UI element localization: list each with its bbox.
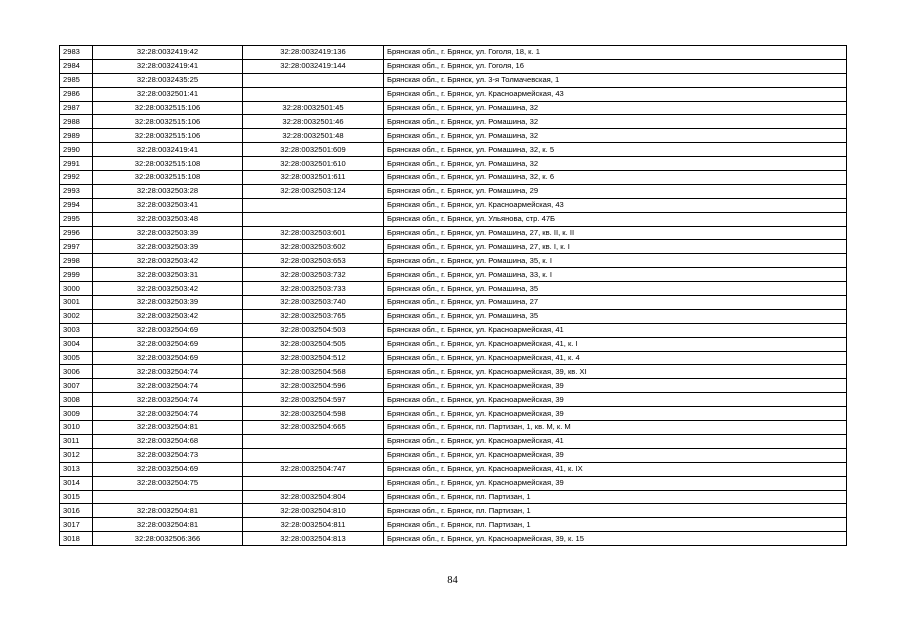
address-cell: Брянская обл., г. Брянск, ул. Красноармейская, 41, к. I	[384, 337, 847, 351]
address-cell: Брянская обл., г. Брянск, ул. Красноармейская, 41, к. 4	[384, 351, 847, 365]
cadastral-number-cell: 32:28:0032504:81	[93, 518, 243, 532]
cadastral-number-cell: 32:28:0032504:73	[93, 448, 243, 462]
row-number-cell: 2995	[60, 212, 93, 226]
row-number-cell: 3018	[60, 532, 93, 546]
cadastral-number-cell: 32:28:0032515:106	[93, 129, 243, 143]
row-number-cell: 2999	[60, 268, 93, 282]
cadastral-number-cell: 32:28:0032419:42	[93, 46, 243, 60]
address-cell: Брянская обл., г. Брянск, ул. Красноармейская, 41	[384, 323, 847, 337]
cadastral-number-cell: 32:28:0032504:81	[93, 421, 243, 435]
related-cadastral-number-cell: 32:28:0032503:733	[243, 282, 384, 296]
cadastral-number-cell: 32:28:0032504:74	[93, 407, 243, 421]
row-number-cell: 3005	[60, 351, 93, 365]
row-number-cell: 3003	[60, 323, 93, 337]
address-cell: Брянская обл., г. Брянск, пл. Партизан, 1	[384, 518, 847, 532]
related-cadastral-number-cell: 32:28:0032419:136	[243, 46, 384, 60]
related-cadastral-number-cell: 32:28:0032504:568	[243, 365, 384, 379]
address-cell: Брянская обл., г. Брянск, ул. Ромашина, 33, к. I	[384, 268, 847, 282]
table-row	[60, 226, 847, 240]
address-cell: Брянская обл., г. Брянск, ул. Красноармейская, 43	[384, 198, 847, 212]
table-row	[60, 59, 847, 73]
address-cell: Брянская обл., г. Брянск, ул. Красноармейская, 39	[384, 448, 847, 462]
related-cadastral-number-cell: 32:28:0032504:813	[243, 532, 384, 546]
row-number-cell: 3007	[60, 379, 93, 393]
related-cadastral-number-cell: 32:28:0032503:732	[243, 268, 384, 282]
row-number-cell: 3010	[60, 421, 93, 435]
row-number-cell: 3011	[60, 434, 93, 448]
table-row	[60, 240, 847, 254]
row-number-cell: 3001	[60, 296, 93, 310]
related-cadastral-number-cell: 32:28:0032503:601	[243, 226, 384, 240]
table-row	[60, 184, 847, 198]
related-cadastral-number-cell: 32:28:0032501:45	[243, 101, 384, 115]
address-cell: Брянская обл., г. Брянск, ул. Ромашина, 32	[384, 129, 847, 143]
cadastral-number-cell: 32:28:0032515:106	[93, 115, 243, 129]
related-cadastral-number-cell: 32:28:0032501:48	[243, 129, 384, 143]
address-cell: Брянская обл., г. Брянск, ул. Ромашина, 29	[384, 184, 847, 198]
address-cell: Брянская обл., г. Брянск, ул. Красноармейская, 39, к. 15	[384, 532, 847, 546]
table-row	[60, 407, 847, 421]
row-number-cell: 2998	[60, 254, 93, 268]
table-row	[60, 434, 847, 448]
row-number-cell: 3000	[60, 282, 93, 296]
row-number-cell: 3013	[60, 462, 93, 476]
cadastral-number-cell: 32:28:0032504:81	[93, 504, 243, 518]
table-row	[60, 46, 847, 60]
cadastral-number-cell: 32:28:0032504:69	[93, 351, 243, 365]
related-cadastral-number-cell	[243, 434, 384, 448]
address-cell: Брянская обл., г. Брянск, ул. Красноармейская, 39	[384, 476, 847, 490]
cadastral-number-cell: 32:28:0032504:74	[93, 365, 243, 379]
row-number-cell: 2997	[60, 240, 93, 254]
address-cell: Брянская обл., г. Брянск, ул. Красноармейская, 43	[384, 87, 847, 101]
table-row	[60, 365, 847, 379]
address-cell: Брянская обл., г. Брянск, ул. Ромашина, 32	[384, 115, 847, 129]
row-number-cell: 3017	[60, 518, 93, 532]
row-number-cell: 3016	[60, 504, 93, 518]
table-row	[60, 448, 847, 462]
cadastral-number-cell: 32:28:0032504:69	[93, 323, 243, 337]
row-number-cell: 3015	[60, 490, 93, 504]
row-number-cell: 3014	[60, 476, 93, 490]
related-cadastral-number-cell: 32:28:0032504:811	[243, 518, 384, 532]
address-cell: Брянская обл., г. Брянск, ул. Гоголя, 16	[384, 59, 847, 73]
cadastral-number-cell: 32:28:0032503:42	[93, 254, 243, 268]
row-number-cell: 2987	[60, 101, 93, 115]
row-number-cell: 2984	[60, 59, 93, 73]
row-number-cell: 3002	[60, 309, 93, 323]
row-number-cell: 3012	[60, 448, 93, 462]
cadastral-number-cell: 32:28:0032503:39	[93, 296, 243, 310]
address-cell: Брянская обл., г. Брянск, ул. 3-я Толмачевская, 1	[384, 73, 847, 87]
cadastral-number-cell: 32:28:0032503:42	[93, 309, 243, 323]
address-cell: Брянская обл., г. Брянск, ул. Красноармейская, 41, к. IX	[384, 462, 847, 476]
cadastral-number-cell: 32:28:0032504:69	[93, 462, 243, 476]
address-cell: Брянская обл., г. Брянск, ул. Ромашина, 32, к. 5	[384, 143, 847, 157]
related-cadastral-number-cell	[243, 73, 384, 87]
cadastral-number-cell: 32:28:0032503:39	[93, 226, 243, 240]
cadastral-number-cell: 32:28:0032501:41	[93, 87, 243, 101]
cadastral-number-cell: 32:28:0032503:28	[93, 184, 243, 198]
row-number-cell: 3004	[60, 337, 93, 351]
row-number-cell: 2988	[60, 115, 93, 129]
row-number-cell: 2989	[60, 129, 93, 143]
cadastral-number-cell: 32:28:0032419:41	[93, 143, 243, 157]
related-cadastral-number-cell: 32:28:0032504:503	[243, 323, 384, 337]
table-row	[60, 309, 847, 323]
address-cell: Брянская обл., г. Брянск, ул. Ромашина, 27, кв. I, к. I	[384, 240, 847, 254]
address-cell: Брянская обл., г. Брянск, пл. Партизан, 1	[384, 504, 847, 518]
cadastral-number-cell: 32:28:0032506:366	[93, 532, 243, 546]
table-row	[60, 212, 847, 226]
table-row	[60, 504, 847, 518]
related-cadastral-number-cell: 32:28:0032503:765	[243, 309, 384, 323]
related-cadastral-number-cell	[243, 212, 384, 226]
address-cell: Брянская обл., г. Брянск, ул. Красноармейская, 39	[384, 379, 847, 393]
cadastral-number-cell: 32:28:0032504:68	[93, 434, 243, 448]
related-cadastral-number-cell: 32:28:0032503:653	[243, 254, 384, 268]
page-number: 84	[447, 575, 458, 586]
related-cadastral-number-cell	[243, 198, 384, 212]
address-cell: Брянская обл., г. Брянск, ул. Ромашина, 32	[384, 101, 847, 115]
row-number-cell: 2986	[60, 87, 93, 101]
address-cell: Брянская обл., г. Брянск, ул. Ромашина, 35	[384, 309, 847, 323]
row-number-cell: 2985	[60, 73, 93, 87]
table-row	[60, 73, 847, 87]
table-row	[60, 462, 847, 476]
cadastral-number-cell: 32:28:0032503:39	[93, 240, 243, 254]
cadastral-number-cell: 32:28:0032503:42	[93, 282, 243, 296]
cadastral-number-cell: 32:28:0032504:74	[93, 379, 243, 393]
cadastral-number-cell: 32:28:0032515:106	[93, 101, 243, 115]
table-row	[60, 518, 847, 532]
table-row	[60, 129, 847, 143]
address-cell: Брянская обл., г. Брянск, ул. Ромашина, 32	[384, 157, 847, 171]
row-number-cell: 2992	[60, 171, 93, 185]
related-cadastral-number-cell: 32:28:0032503:124	[243, 184, 384, 198]
cadastral-number-cell: 32:28:0032515:108	[93, 157, 243, 171]
table-row	[60, 101, 847, 115]
address-cell: Брянская обл., г. Брянск, ул. Ромашина, 35, к. I	[384, 254, 847, 268]
table-row	[60, 490, 847, 504]
row-number-cell: 3006	[60, 365, 93, 379]
related-cadastral-number-cell: 32:28:0032504:804	[243, 490, 384, 504]
cadastral-number-cell: 32:28:0032503:48	[93, 212, 243, 226]
related-cadastral-number-cell: 32:28:0032504:512	[243, 351, 384, 365]
cadastral-number-cell: 32:28:0032504:75	[93, 476, 243, 490]
address-cell: Брянская обл., г. Брянск, ул. Ромашина, 35	[384, 282, 847, 296]
row-number-cell: 2991	[60, 157, 93, 171]
row-number-cell: 2990	[60, 143, 93, 157]
address-cell: Брянская обл., г. Брянск, ул. Ромашина, 32, к. 6	[384, 171, 847, 185]
related-cadastral-number-cell: 32:28:0032501:46	[243, 115, 384, 129]
table-row	[60, 323, 847, 337]
related-cadastral-number-cell: 32:28:0032504:747	[243, 462, 384, 476]
related-cadastral-number-cell: 32:28:0032504:505	[243, 337, 384, 351]
table-row	[60, 421, 847, 435]
cadastral-number-cell	[93, 490, 243, 504]
related-cadastral-number-cell: 32:28:0032503:602	[243, 240, 384, 254]
cadastral-number-cell: 32:28:0032503:41	[93, 198, 243, 212]
row-number-cell: 2994	[60, 198, 93, 212]
row-number-cell: 3008	[60, 393, 93, 407]
table-body	[60, 46, 847, 546]
related-cadastral-number-cell: 32:28:0032504:665	[243, 421, 384, 435]
cadastral-number-cell: 32:28:0032419:41	[93, 59, 243, 73]
address-cell: Брянская обл., г. Брянск, ул. Красноармейская, 39, кв. XI	[384, 365, 847, 379]
cadastral-number-cell: 32:28:0032515:108	[93, 171, 243, 185]
address-cell: Брянская обл., г. Брянск, ул. Ромашина, 27	[384, 296, 847, 310]
cadastral-number-cell: 32:28:0032503:31	[93, 268, 243, 282]
table-row	[60, 143, 847, 157]
table-row	[60, 532, 847, 546]
address-cell: Брянская обл., г. Брянск, ул. Ульянова, стр. 47Б	[384, 212, 847, 226]
related-cadastral-number-cell: 32:28:0032501:609	[243, 143, 384, 157]
address-cell: Брянская обл., г. Брянск, пл. Партизан, 1	[384, 490, 847, 504]
row-number-cell: 2983	[60, 46, 93, 60]
table-row	[60, 115, 847, 129]
table-row	[60, 157, 847, 171]
row-number-cell: 2993	[60, 184, 93, 198]
table-row	[60, 476, 847, 490]
table-row	[60, 337, 847, 351]
related-cadastral-number-cell	[243, 476, 384, 490]
table-row	[60, 268, 847, 282]
table-row	[60, 87, 847, 101]
table-row	[60, 171, 847, 185]
related-cadastral-number-cell	[243, 87, 384, 101]
related-cadastral-number-cell: 32:28:0032503:740	[243, 296, 384, 310]
related-cadastral-number-cell: 32:28:0032501:611	[243, 171, 384, 185]
cadastral-number-cell: 32:28:0032504:69	[93, 337, 243, 351]
address-cell: Брянская обл., г. Брянск, ул. Гоголя, 18, к. 1	[384, 46, 847, 60]
related-cadastral-number-cell: 32:28:0032501:610	[243, 157, 384, 171]
table-row	[60, 198, 847, 212]
related-cadastral-number-cell: 32:28:0032504:810	[243, 504, 384, 518]
related-cadastral-number-cell: 32:28:0032419:144	[243, 59, 384, 73]
row-number-cell: 3009	[60, 407, 93, 421]
cadastral-number-cell: 32:28:0032435:25	[93, 73, 243, 87]
address-cell: Брянская обл., г. Брянск, ул. Красноармейская, 41	[384, 434, 847, 448]
table-row	[60, 379, 847, 393]
related-cadastral-number-cell: 32:28:0032504:597	[243, 393, 384, 407]
table-row	[60, 393, 847, 407]
row-number-cell: 2996	[60, 226, 93, 240]
registry-table	[59, 45, 847, 546]
address-cell: Брянская обл., г. Брянск, ул. Ромашина, 27, кв. II, к. II	[384, 226, 847, 240]
table-row	[60, 254, 847, 268]
table-row	[60, 296, 847, 310]
table-row	[60, 282, 847, 296]
related-cadastral-number-cell: 32:28:0032504:596	[243, 379, 384, 393]
related-cadastral-number-cell: 32:28:0032504:598	[243, 407, 384, 421]
address-cell: Брянская обл., г. Брянск, ул. Красноармейская, 39	[384, 393, 847, 407]
table-row	[60, 351, 847, 365]
cadastral-number-cell: 32:28:0032504:74	[93, 393, 243, 407]
address-cell: Брянская обл., г. Брянск, ул. Красноармейская, 39	[384, 407, 847, 421]
related-cadastral-number-cell	[243, 448, 384, 462]
address-cell: Брянская обл., г. Брянск, пл. Партизан, 1, кв. М, к. М	[384, 421, 847, 435]
